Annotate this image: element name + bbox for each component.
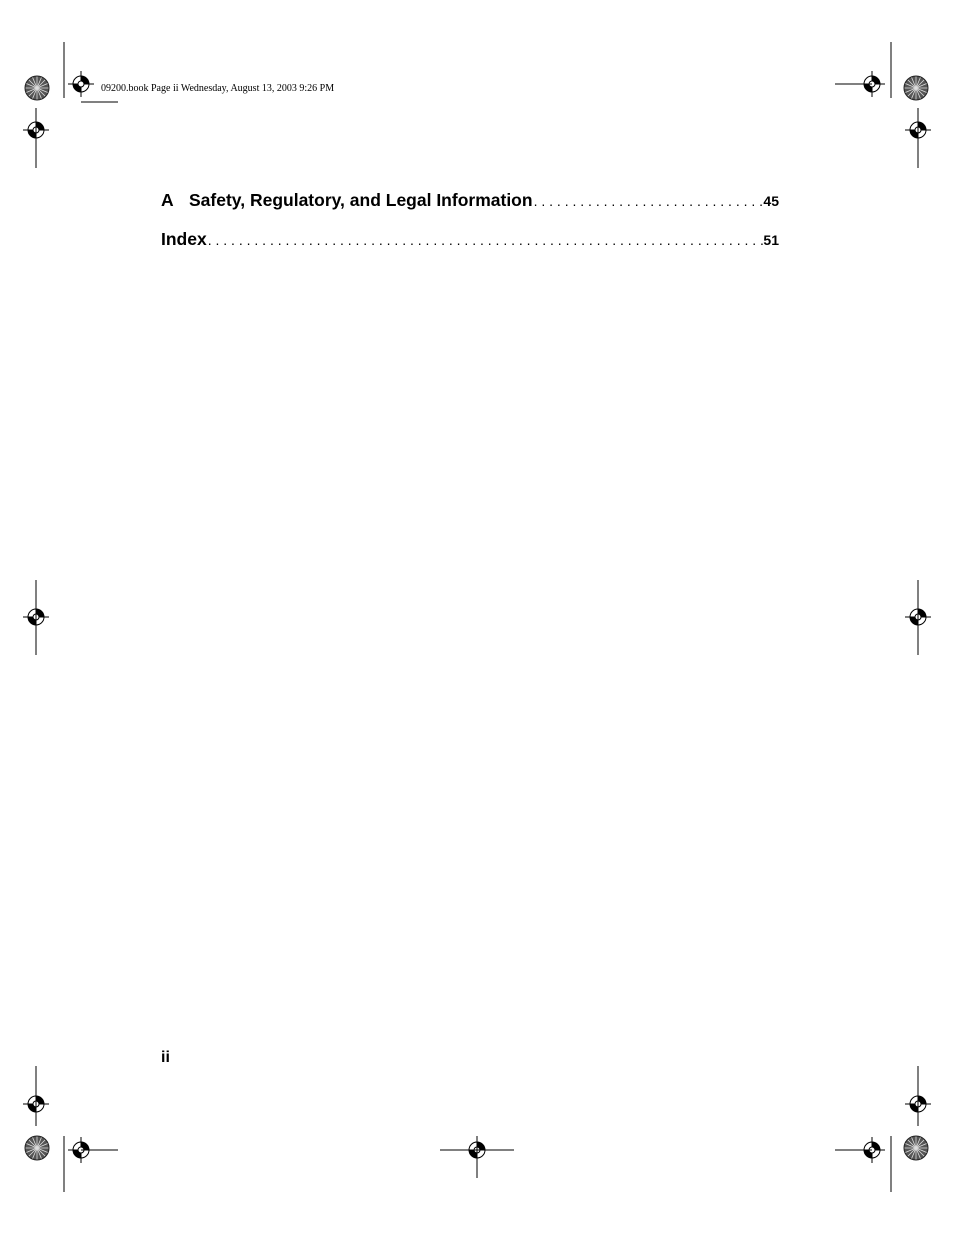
toc-entry-letter: A xyxy=(161,190,174,210)
color-target-icon xyxy=(25,76,49,100)
toc-entry-page: 51 xyxy=(763,232,779,248)
toc-entry-title: Index xyxy=(161,229,207,249)
registration-mark-icon xyxy=(68,71,94,97)
color-target-icon xyxy=(25,1136,49,1160)
toc-entry-page: 45 xyxy=(763,193,779,209)
page-folio: ii xyxy=(161,1049,170,1066)
color-target-icon xyxy=(904,1136,928,1160)
print-slug: 09200.book Page ii Wednesday, August 13, 2003 9:26 PM xyxy=(101,83,335,94)
color-target-icon xyxy=(904,76,928,100)
toc-entry-title: Safety, Regulatory, and Legal Information xyxy=(189,190,533,210)
